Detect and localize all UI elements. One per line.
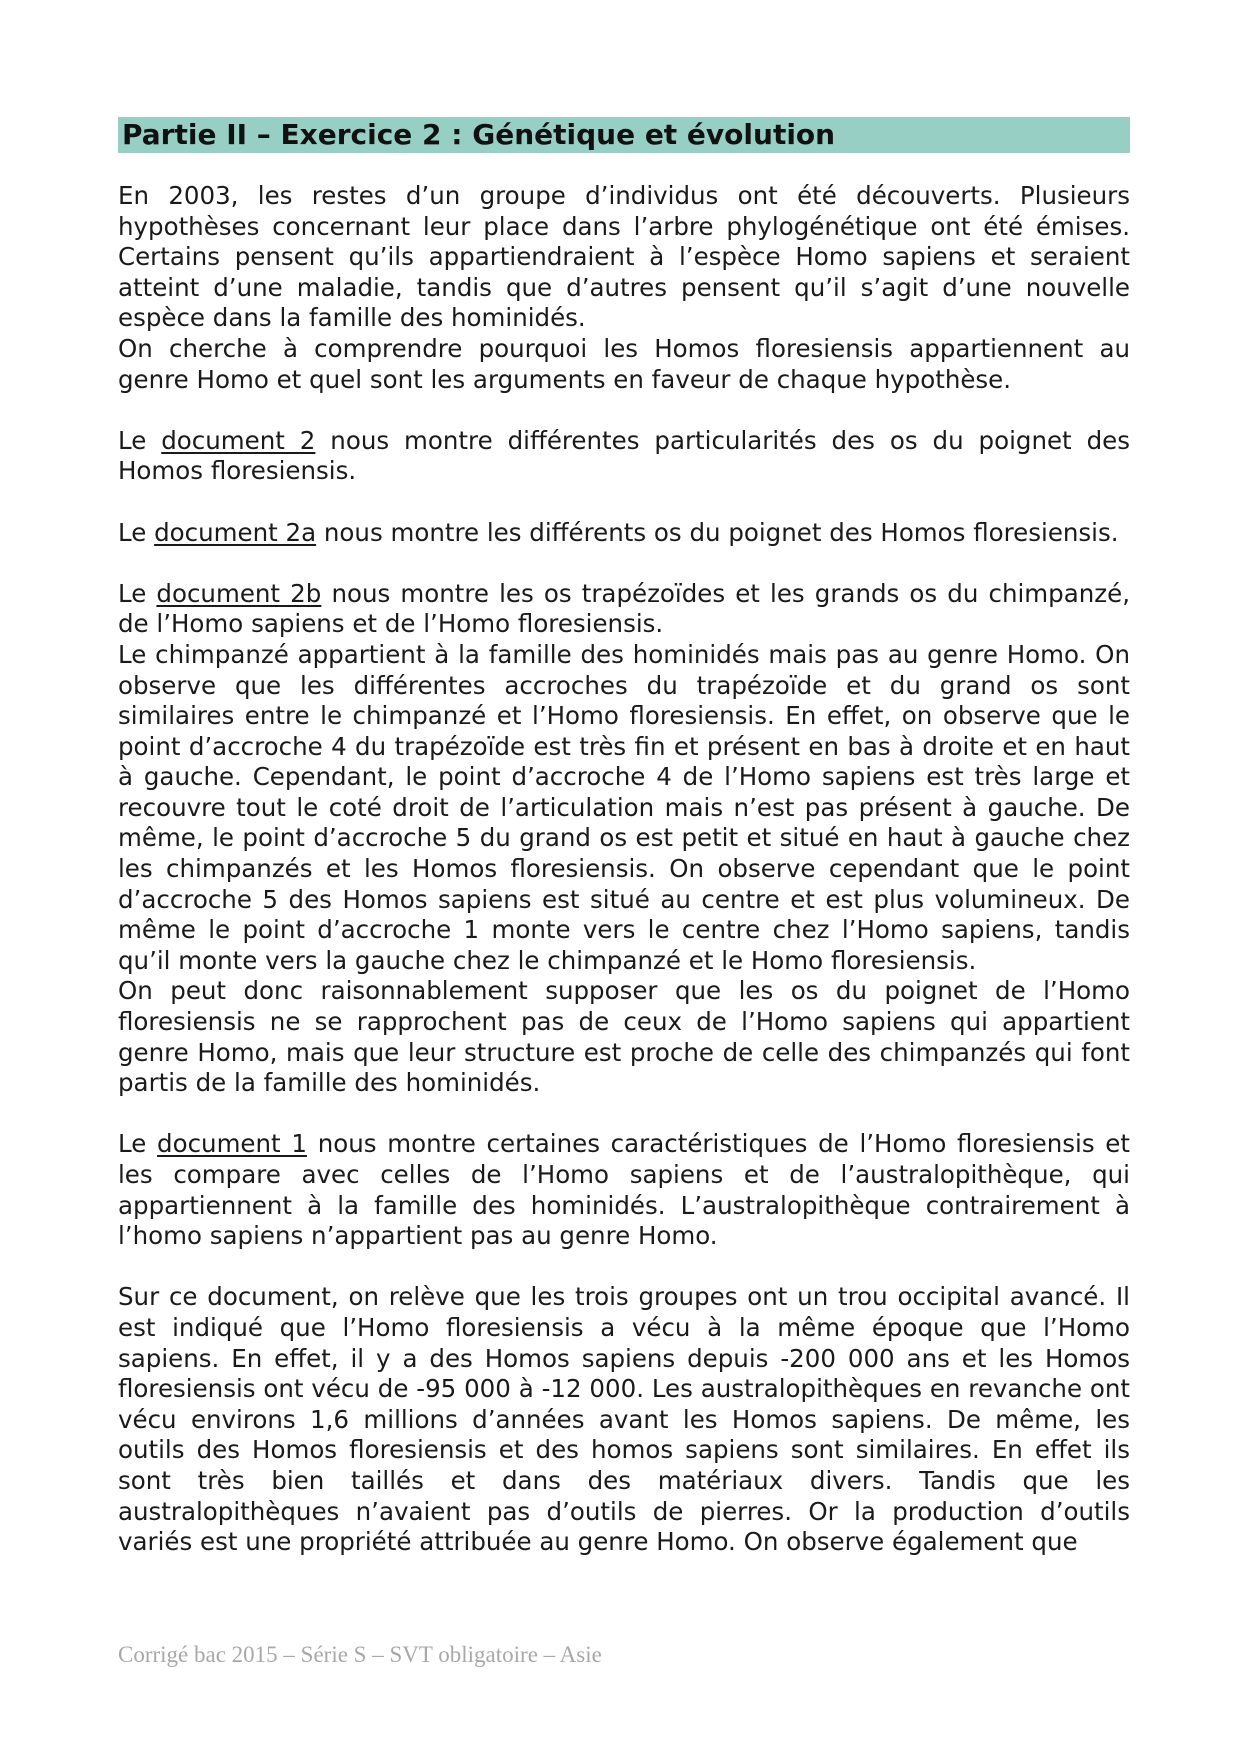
section-title: Partie II – Exercice 2 : Génétique et évolution <box>118 117 1130 153</box>
doc1-text: nous montre certaines caractéristiques de l’Homo floresiensis et les compare avec celles de l’Homo sapiens et de l’australopithèque, qui appartiennent à la famille des hominidés. L’australopithèque contrairement à l’homo sapiens n’appartient pas au genre Homo. <box>118 1129 1130 1251</box>
doc2-paragraph <box>118 426 1130 487</box>
doc2b-conclusion: On peut donc raisonnablement supposer que les os du poignet de l’Homo floresiensis ne se rapprochent pas de ceux de l’Homo sapiens qui appartient genre Homo, mais que leur structure est proche de celle des chimpanzés qui font partis de la famille des hominidés. <box>118 976 1130 1098</box>
doc1-lead: Le <box>118 1129 158 1159</box>
doc2a-text: nous montre les différents os du poignet des Homos floresiensis. <box>316 517 1119 547</box>
doc2b-text: nous montre les os trapézoïdes et les grands os du chimpanzé, de l’Homo sapiens et de l’Homo floresiensis. <box>118 578 1130 639</box>
document-page <box>118 117 1130 1558</box>
document-2b-reference: document 2b <box>156 578 322 608</box>
doc2b-paragraph <box>118 579 1130 640</box>
page-footer: Corrigé bac 2015 – Série S – SVT obligatoire – Asie <box>118 1642 602 1667</box>
paragraph-gap <box>118 1252 1130 1283</box>
doc2-lead: Le <box>118 425 162 455</box>
doc2b-lead: Le <box>118 578 157 608</box>
doc2a-paragraph <box>118 518 1130 549</box>
intro-paragraph: En 2003, les restes d’un groupe d’individus ont été découverts. Plusieurs hypothèses concernant leur place dans l’arbre phylogénétique ont été émises. Certains pensent qu’ils appartiendraient à l’espèce Homo sapiens et seraient atteint d’une maladie, tandis que d’autres pensent qu’il s’agit d’une nouvelle espèce dans la famille des hominidés. <box>118 181 1130 333</box>
paragraph-gap <box>118 395 1130 426</box>
closing-paragraph: Sur ce document, on relève que les trois groupes ont un trou occipital avancé. Il est indiqué que l’Homo floresiensis a vécu à la même époque que l’Homo sapiens. En effet, il y a des Homos sapiens depuis -200 000 ans et les Homos floresiensis ont vécu de -95 000 à -12 000. Les australopithèques en revanche ont vécu environs 1,6 millions d’années avant les Homos sapiens. De même, les outils des Homos floresiensis et des homos sapiens sont similaires. En effet ils sont très bien taillés et dans des matériaux divers. Tandis que les australopithèques n’avaient pas d’outils de pierres. Or la production d’outils variés est une propriété attribuée au genre Homo. On observe également que <box>118 1282 1130 1557</box>
document-body <box>118 181 1130 1558</box>
doc1-paragraph <box>118 1129 1130 1251</box>
document-2a-reference: document 2a <box>154 517 317 547</box>
document-2-reference: document 2 <box>161 425 316 455</box>
doc2-text: nous montre différentes particularités des os du poignet des Homos floresiensis. <box>118 425 1130 486</box>
document-1-reference: document 1 <box>157 1129 307 1159</box>
paragraph-gap <box>118 1099 1130 1130</box>
doc2b-analysis: Le chimpanzé appartient à la famille des hominidés mais pas au genre Homo. On observe que les différentes accroches du trapézoïde et du grand os sont similaires entre le chimpanzé et l’Homo floresiensis. En effet, on observe que le point d’accroche 4 du trapézoïde est très fin et présent en bas à droite et en haut à gauche. Cependant, le point d’accroche 4 de l’Homo sapiens est très large et recouvre tout le coté droit de l’articulation mais n’est pas présent à gauche. De même, le point d’accroche 5 du grand os est petit et situé en haut à gauche chez les chimpanzés et les Homos floresiensis. On observe cependant que le point d’accroche 5 des Homos sapiens est situé au centre et est plus volumineux. De même le point d’accroche 1 monte vers le centre chez l’Homo sapiens, tandis qu’il monte vers la gauche chez le chimpanzé et le Homo floresiensis. <box>118 639 1130 975</box>
doc2a-lead: Le <box>118 517 155 547</box>
paragraph-gap <box>118 487 1130 518</box>
paragraph-gap <box>118 548 1130 579</box>
problem-statement: On cherche à comprendre pourquoi les Homos floresiensis appartiennent au genre Homo et quel sont les arguments en faveur de chaque hypothèse. <box>118 333 1130 394</box>
